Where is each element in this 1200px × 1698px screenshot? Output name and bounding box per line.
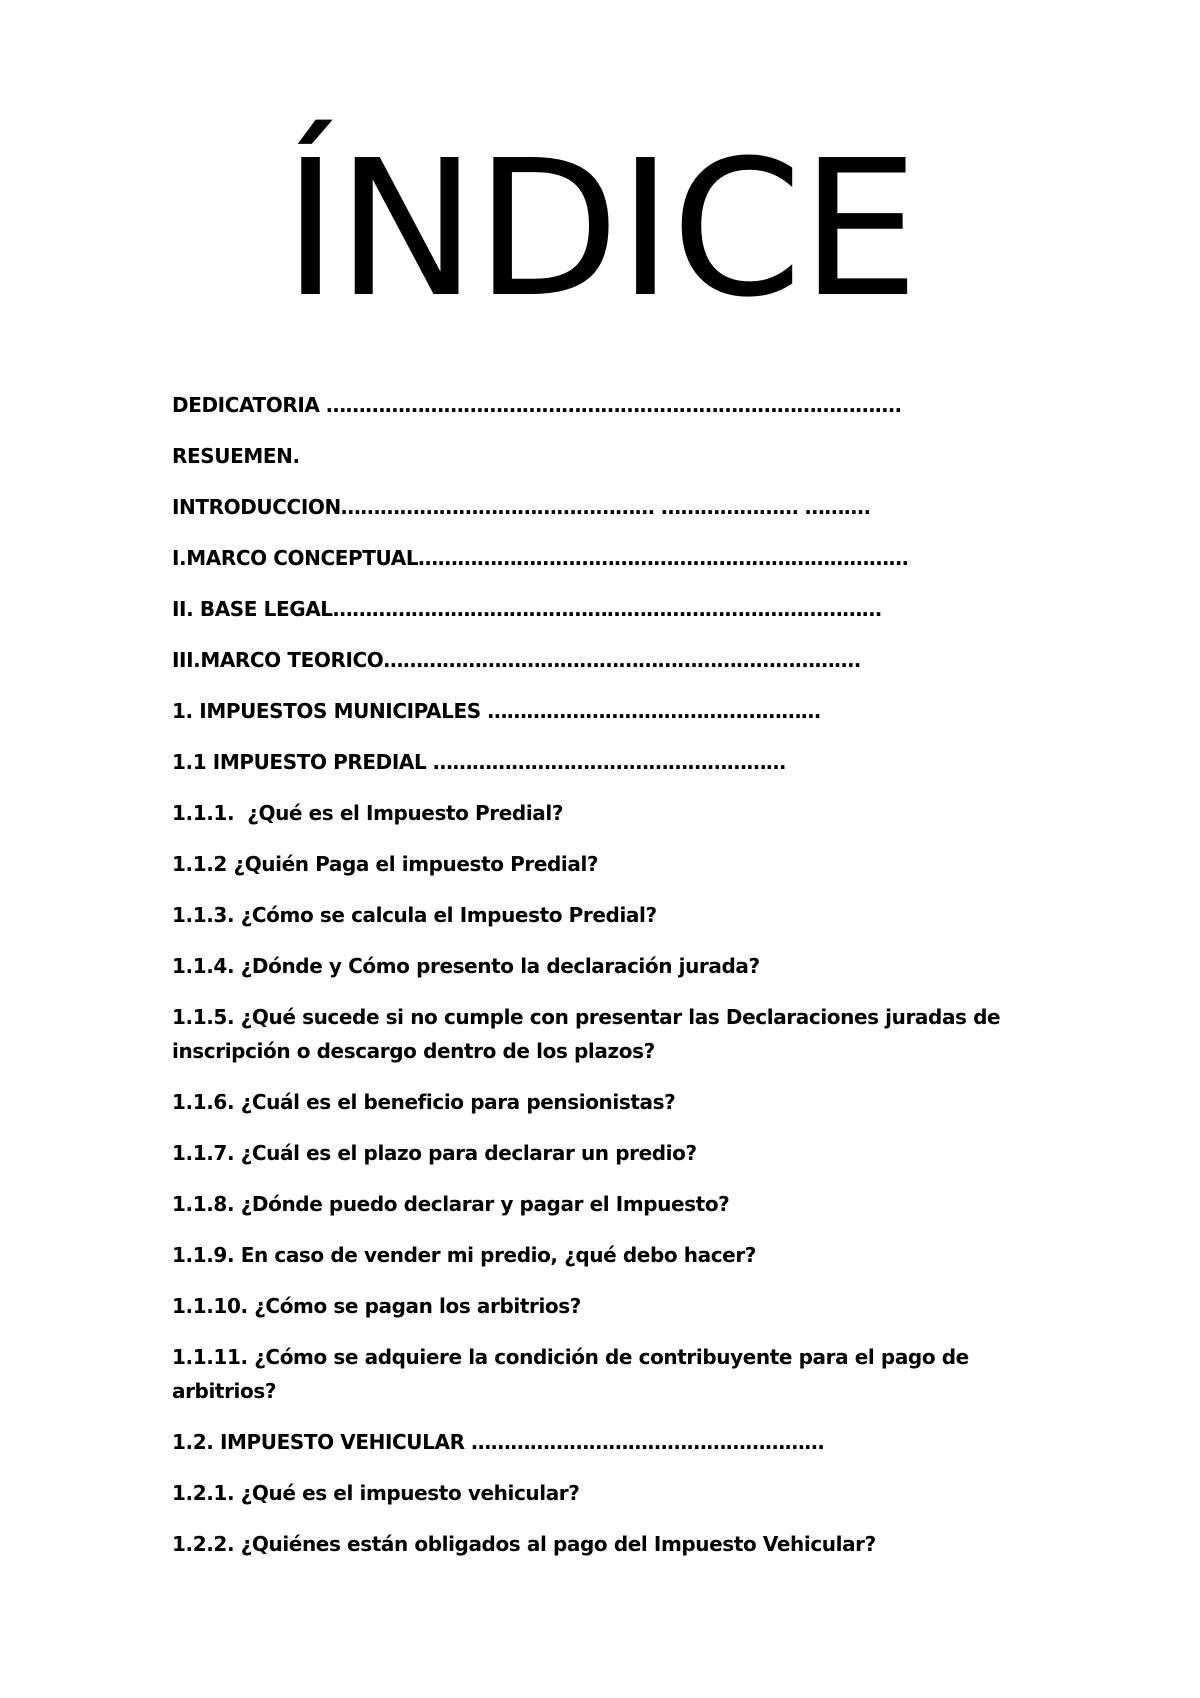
toc-entry: I.MARCO CONCEPTUAL………………………………………………………………… [172,546,909,570]
toc-entry: 1.1.5. ¿Qué sucede si no cumple con presentar las Declaraciones juradas de inscripción o descargo dentro de los plazos? [172,1005,1007,1063]
toc-entry: 1.1 IMPUESTO PREDIAL ……………………………………………… [172,750,786,774]
toc-entry: 1.1.1. ¿Qué es el Impuesto Predial? [172,801,564,825]
toc-entry: 1.1.4. ¿Dónde y Cómo presento la declaración jurada? [172,954,760,978]
toc-entry: RESUEMEN. [172,444,300,468]
toc-entry: DEDICATORIA ……………………………………………………………………………. [172,393,902,417]
table-of-contents [172,388,1012,1578]
page-title: ÍNDICE [282,120,918,339]
toc-entry: 1.1.8. ¿Dónde puedo declarar y pagar el Impuesto? [172,1192,730,1216]
toc-entry: 1.1.7. ¿Cuál es el plazo para declarar un predio? [172,1141,697,1165]
toc-entry: II. BASE LEGAL………………………………………………………………………… [172,597,882,621]
toc-entry: 1.1.10. ¿Cómo se pagan los arbitrios? [172,1294,581,1318]
toc-entry: 1.1.2 ¿Quién Paga el impuesto Predial? [172,852,599,876]
toc-entry: 1.2.1. ¿Qué es el impuesto vehicular? [172,1481,580,1505]
toc-entry: 1.2.2. ¿Quiénes están obligados al pago del Impuesto Vehicular? [172,1532,876,1556]
toc-entry: 1.1.11. ¿Cómo se adquiere la condición de contribuyente para el pago de arbitrios? [172,1345,976,1403]
toc-entry: III.MARCO TEORICO………………………………………………………………. [172,648,861,672]
toc-entry: 1. IMPUESTOS MUNICIPALES …………………………………………… [172,699,821,723]
toc-entry: 1.2. IMPUESTO VEHICULAR ……………………………………………… [172,1430,824,1454]
toc-entry: 1.1.9. En caso de vender mi predio, ¿qué debo hacer? [172,1243,756,1267]
toc-entry: 1.1.6. ¿Cuál es el beneficio para pensionistas? [172,1090,676,1114]
toc-entry: INTRODUCCION………………………………………… ………………… ………. [172,495,871,519]
toc-entry: 1.1.3. ¿Cómo se calcula el Impuesto Predial? [172,903,657,927]
